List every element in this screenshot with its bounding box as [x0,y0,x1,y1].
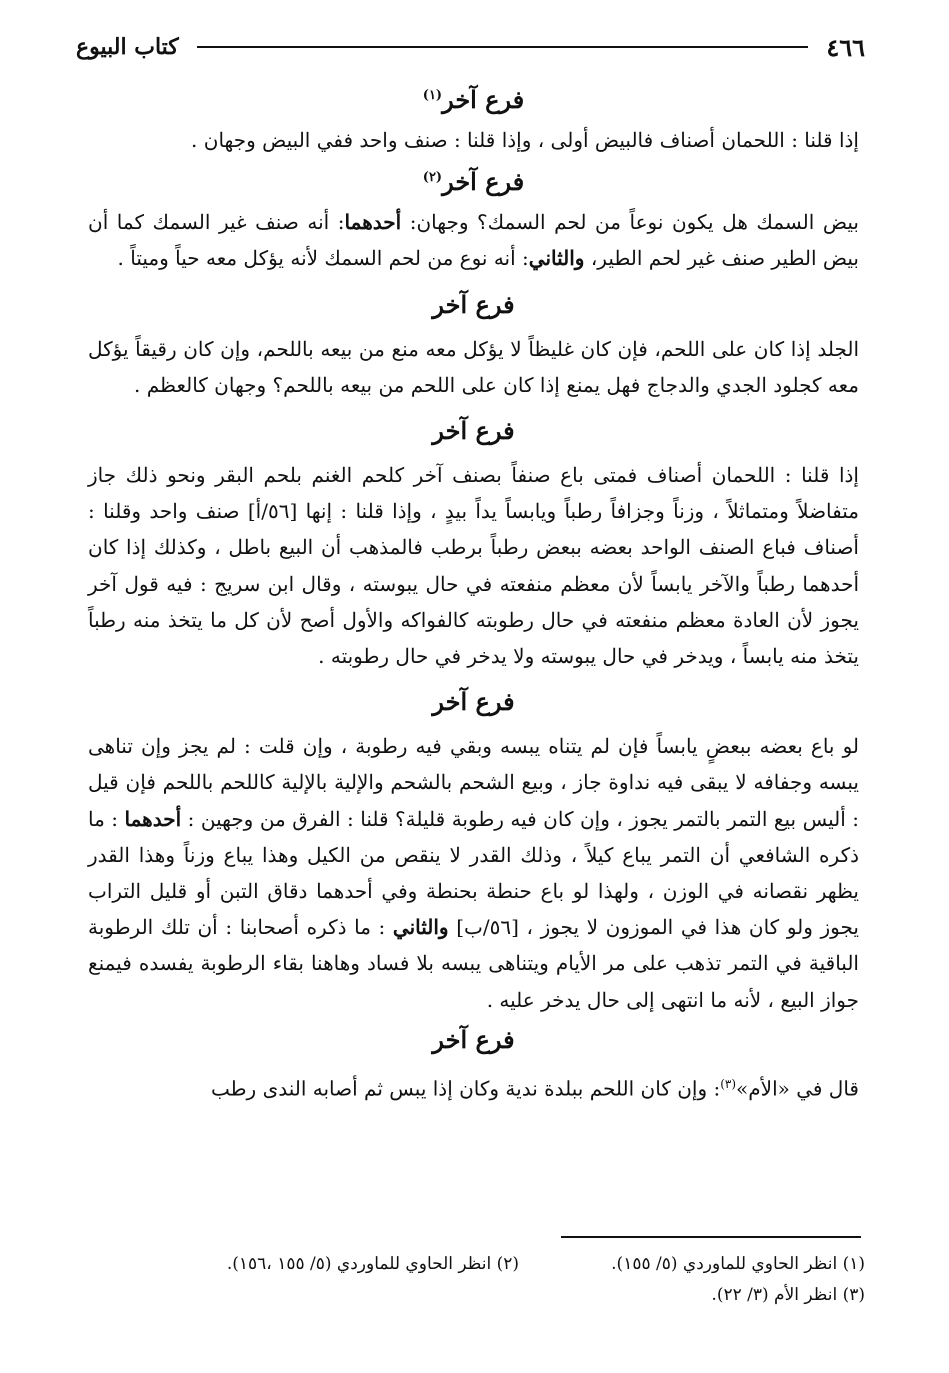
footnote-ref: (٣) [720,1076,737,1091]
paragraph: إذا قلنا : اللحمان أصناف فالبيض أولى ، وإذا قلنا : صنف واحد ففي البيض وجهان . [191,128,859,152]
section-heading: فرع آخر [432,289,515,319]
section-heading: فرع آخر [432,687,515,717]
section-heading: فرع آخر [432,1024,515,1054]
paragraph: لو باع بعضه ببعضٍ يابساً فإن لم يتناه يبسه وبقي فيه رطوبة ، وإن قلت : لم يجز وإن تناهى يبسه وجفافه لا يبقى فيه نداوة جاز ، وبيع الشحم بالشحم والإلية بالإلية كاللحم باللحم فإن قيل : أليس بيع التمر بالتمر يجوز ، وإن كان فيه رطوبة قليلة؟ قلنا : الفرق من وجهين : أحدهما : ما ذكره الشافعي أن التمر يباع كيلاً ، وذلك القدر لا ينقص من الكيل وهذا يباع وزناً وهذا القدر يظهر نقصانه في الوزن ، ولهذا لو باع حنطة بحنطة وفي أحدهما دقاق التبن أو قليل التراب يجوز ولو كان هذا في الموزون لا يجوز ، [٥٦/ب] والثاني : ما ذكره أصحابنا : أن تلك الرطوبة الباقية في التمر تذهب على مر الأيام ويتناهى يبسه بلا فساد وهاهنا بقاء الرطوبة يفسده فيمنع جواز البيع ، لأنه ما انتهى إلى حال يدخر عليه . [88,734,859,1012]
footnote-rule [561,1236,861,1238]
section-heading: فرع آخر [432,416,515,446]
header-rule [197,46,809,48]
footnote: (٣) انظر الأم (٣/ ٢٢). [711,1285,865,1305]
section-heading: فرع آخر$^{(٢)}$ [422,167,525,197]
footnote: (١) انظر الحاوي للماوردي (٥/ ١٥٥). [611,1254,865,1274]
footnote-ref: (١) [422,88,443,103]
footnote: (٢) انظر الحاوي للماوردي (٥/ ١٥٥ ،١٥٦). [226,1254,519,1274]
paragraph: بيض السمك هل يكون نوعاً من لحم السمك؟ وجهان: أحدهما: أنه صنف غير السمك كما أن بيض الطير صنف غير لحم الطير، والثاني: أنه نوع من لحم السمك لأنه يؤكل معه حياً وميتاً . [88,210,859,271]
section-heading: فرع آخر$^{(١)}$ [422,85,525,114]
running-title: كتاب البيوع [76,34,179,60]
page-header [76,24,865,70]
paragraph: قال في «الأم»$^{(٣)}$: وإن كان اللحم ببلدة ندية وكان إذا يبس ثم أصابه الندى رطب [211,1076,859,1101]
footnote-ref: (٢) [422,170,443,186]
paragraph: الجلد إذا كان على اللحم، فإن كان غليظاً لا يؤكل معه منع من بيعه باللحم، وإن كان رقيقاً يؤكل معه كجلود الجدي والدجاج فهل يمنع إذا كان على اللحم من بيعه باللحم؟ وجهان كالعظم . [88,336,859,397]
page-number: ٤٦٦ [826,32,865,62]
page-body [88,76,859,1107]
paragraph: إذا قلنا : اللحمان أصناف فمتى باع صنفاً بصنف آخر كلحم الغنم بلحم البقر ونحو ذلك جاز متفاضلاً ومتماثلاً ، وزناً وجزافاً رطباً ويابساً يداً بيدٍ ، وإذا قلنا : إنها [٥٦/أ] صنف واحد وقلنا : أصناف فباع الصنف الواحد بعضه ببعض رطباً برطب فالمذهب أن البيع باطل ، وكذلك إذا كان أحدهما رطباً والآخر يابساً لأن معظم منفعته في حال يبوسته ، وقال ابن سريج : فيه قول آخر يجوز لأن العادة معظم منفعته في حال رطوبته كالفواكه والأول أصح لأن كل ما يتخذ منه رطباً يتخذ منه يابساً ، ويدخر في حال يبوسته ولا يدخر في حال رطوبته . [88,463,860,669]
